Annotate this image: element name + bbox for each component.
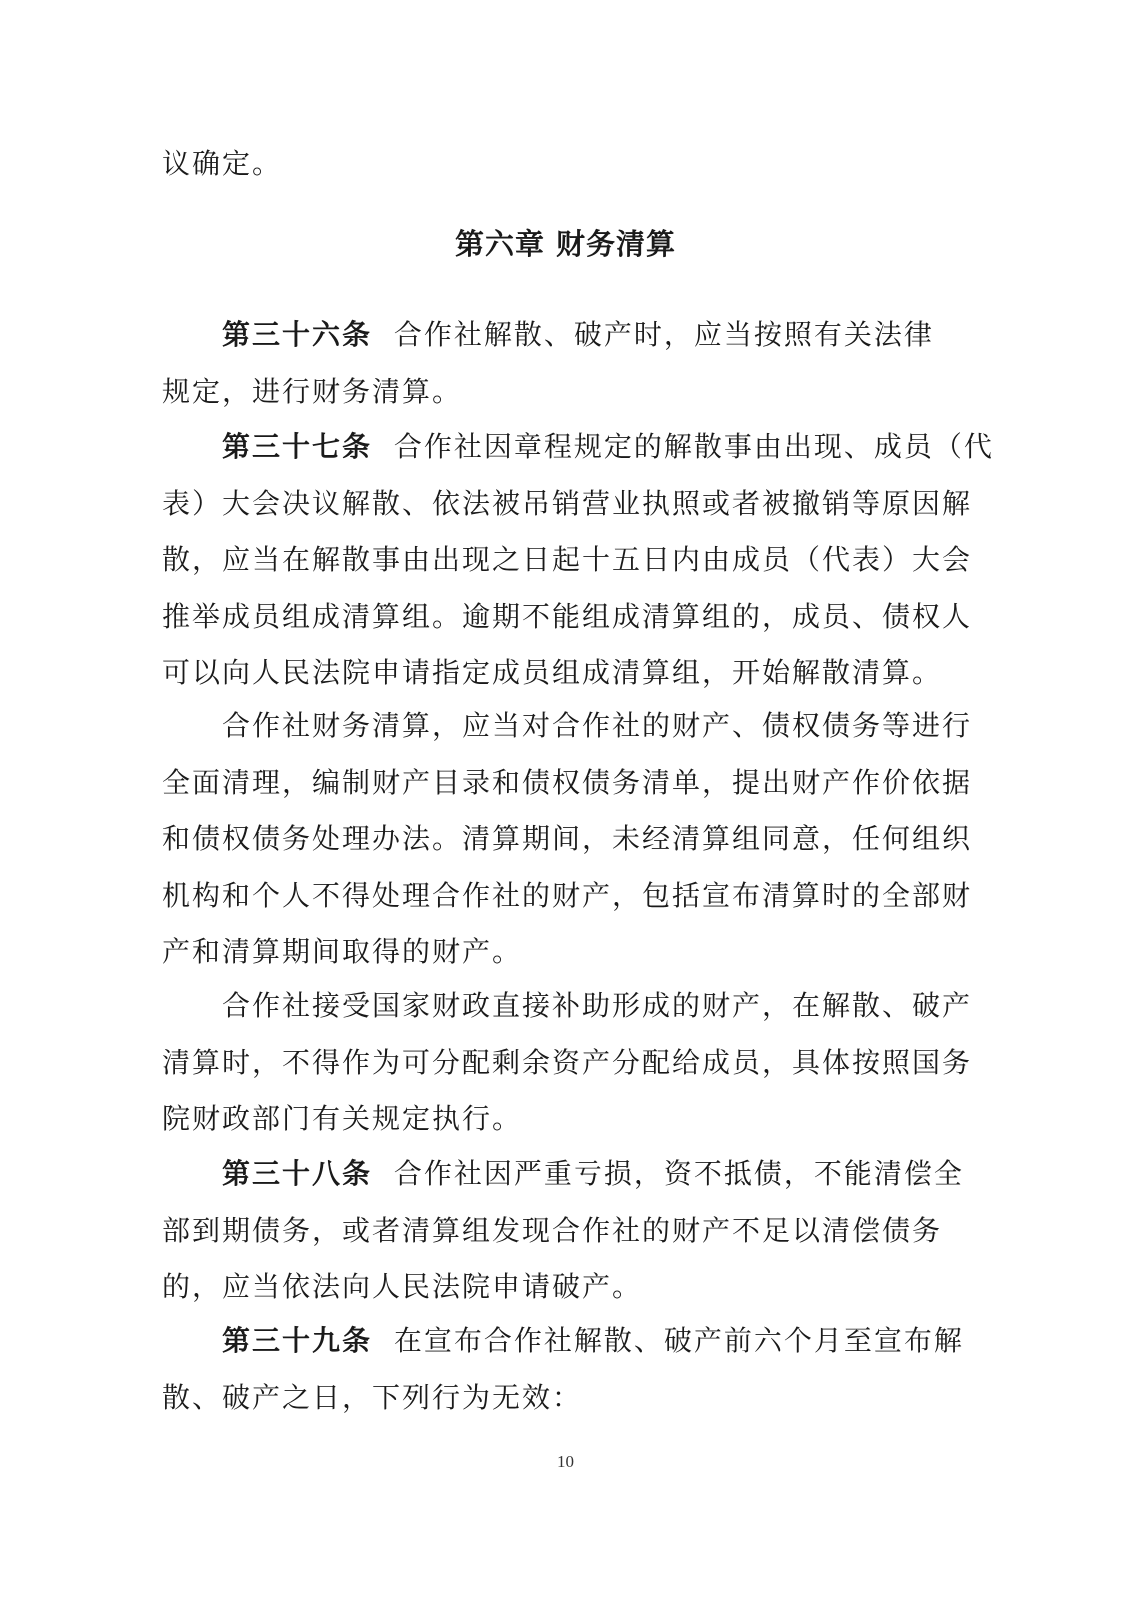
text-line: 议确定。	[162, 147, 283, 180]
text-line: 的，应当依法向人民法院申请破产。	[162, 1270, 643, 1304]
text-line: 全面清理，编制财产目录和债权债务清单，提出财产作价依据	[162, 765, 973, 799]
text-line: 清算时，不得作为可分配剩余资产分配给成员，具体按照国务	[162, 1045, 973, 1079]
text-line	[162, 1146, 964, 1203]
article-39	[162, 1313, 964, 1426]
paragraph-state-subsidy	[162, 978, 973, 1148]
article-heading: 第三十九条	[222, 1324, 373, 1357]
page-number: 10	[557, 1452, 574, 1471]
text-span: 合作社因严重亏损，资不抵债，不能清偿全	[393, 1157, 964, 1190]
article-36	[162, 307, 952, 420]
text-span: 合作社因章程规定的解散事由出现、成员（代	[393, 430, 994, 463]
text-line: 散，应当在解散事由出现之日起十五日内由成员（代表）大会	[162, 543, 973, 577]
text-line: 机构和个人不得处理合作社的财产，包括宣布清算时的全部财	[162, 878, 973, 912]
article-heading: 第三十八条	[222, 1157, 373, 1190]
article-heading: 第三十六条	[222, 318, 373, 351]
text-line	[162, 307, 952, 364]
article-38	[162, 1146, 964, 1316]
text-line: 规定，进行财务清算。	[162, 374, 463, 408]
text-line: 合作社财务清算，应当对合作社的财产、债权债务等进行	[222, 709, 973, 742]
text-line: 可以向人民法院申请指定成员组成清算组，开始解散清算。	[162, 656, 943, 690]
chapter-title: 第六章 财务清算	[454, 227, 677, 261]
text-line: 部到期债务，或者清算组发现合作社的财产不足以清偿债务	[162, 1213, 943, 1247]
article-37	[162, 419, 994, 702]
text-line: 推举成员组成清算组。逾期不能组成清算组的，成员、债权人	[162, 599, 973, 633]
text-line: 散、破产之日，下列行为无效：	[162, 1380, 583, 1414]
text-span: 合作社解散、破产时，应当按照有关法律	[393, 318, 934, 351]
text-line: 表）大会决议解散、依法被吊销营业执照或者被撤销等原因解	[162, 486, 973, 520]
opening-paragraph	[162, 136, 952, 193]
text-line: 院财政部门有关规定执行。	[162, 1102, 523, 1136]
text-line: 合作社接受国家财政直接补助形成的财产，在解散、破产	[222, 989, 973, 1022]
text-line: 产和清算期间取得的财产。	[162, 935, 523, 969]
text-line: 和债权债务处理办法。清算期间，未经清算组同意，任何组织	[162, 822, 973, 856]
text-span: 在宣布合作社解散、破产前六个月至宣布解	[393, 1324, 964, 1357]
text-line	[162, 1313, 964, 1370]
article-heading: 第三十七条	[222, 430, 373, 463]
paragraph-financial-clearing	[162, 698, 973, 981]
text-line	[162, 419, 994, 476]
